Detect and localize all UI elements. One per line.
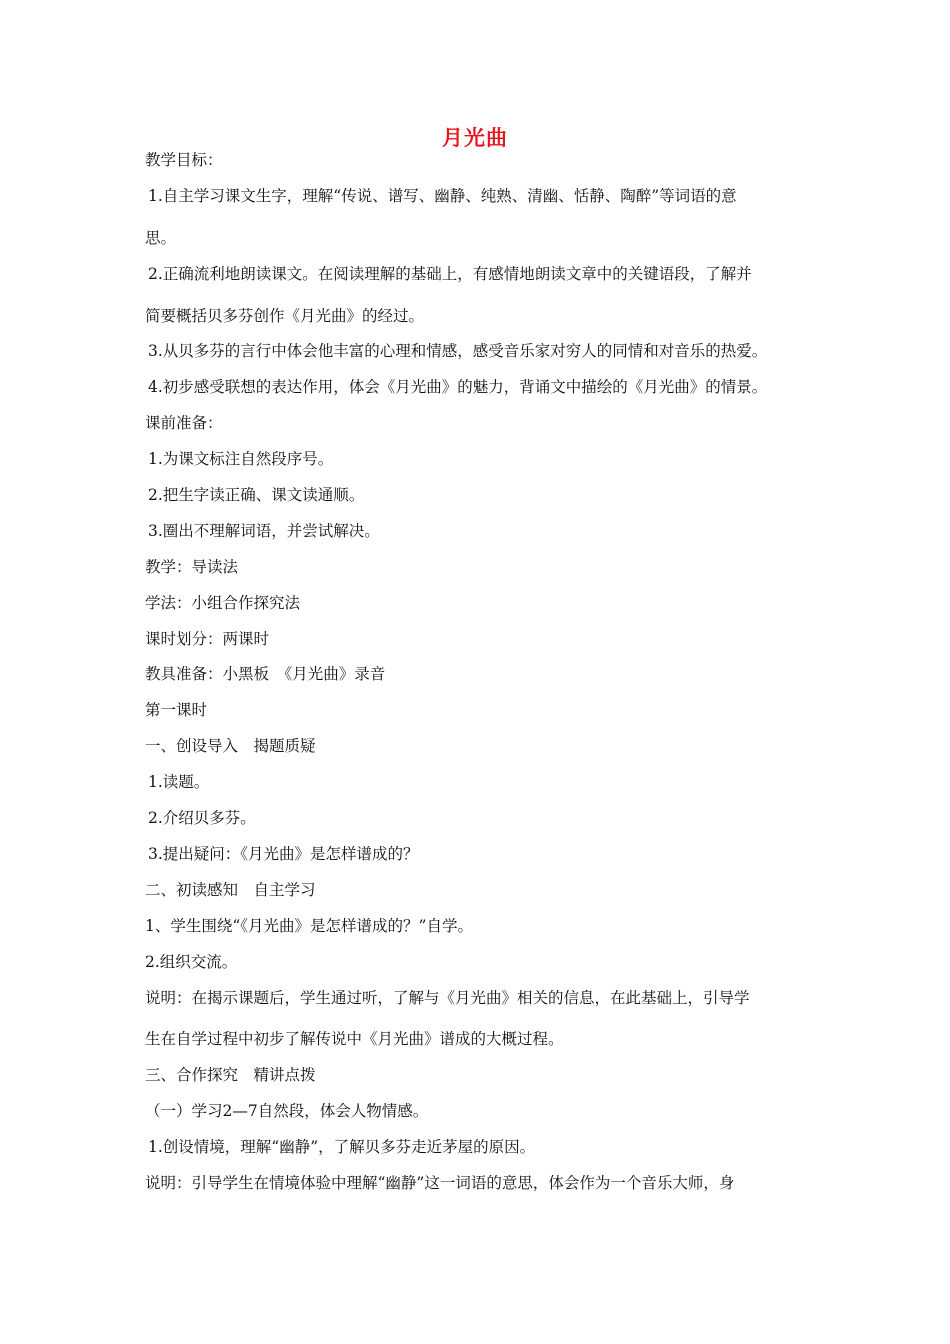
paragraph-line: 2.把生字读正确、课文读通顺。 (148, 486, 365, 504)
paragraph-line: 3.从贝多芬的言行中体会他丰富的心理和情感，感受音乐家对穷人的同情和对音乐的热爱。 (148, 342, 768, 360)
paragraph-line: 1.为课文标注自然段序号。 (148, 450, 334, 468)
paragraph-line: 教具准备：小黑板 《月光曲》录音 (145, 665, 386, 683)
document-title: 月光曲 (442, 125, 508, 150)
paragraph-line: 思。 (145, 229, 177, 247)
paragraph-line: 4.初步感受联想的表达作用，体会《月光曲》的魅力，背诵文中描绘的《月光曲》的情景。 (148, 378, 768, 396)
paragraph-line: （一）学习2—7自然段，体会人物情感。 (145, 1102, 429, 1120)
section-heading: 三、合作探究 精讲点拨 (145, 1066, 316, 1084)
paragraph-line: 1.创设情境，理解“幽静”，了解贝多芬走近茅屋的原因。 (148, 1138, 536, 1156)
paragraph-line: 3.圈出不理解词语，并尝试解决。 (148, 522, 380, 540)
paragraph-line: 2.正确流利地朗读课文。在阅读理解的基础上，有感情地朗读文章中的关键语段，了解并 (148, 265, 752, 283)
paragraph-line: 1、学生围绕“《月光曲》是怎样谱成的？”自学。 (145, 917, 473, 935)
paragraph-line: 2.介绍贝多芬。 (148, 809, 256, 827)
section-heading: 一、创设导入 揭题质疑 (145, 737, 316, 755)
paragraph-line: 2.组织交流。 (145, 953, 238, 971)
paragraph-line: 课时划分：两课时 (145, 630, 270, 648)
paragraph-line: 教学：导读法 (145, 558, 239, 576)
section-heading-preparation: 课前准备： (145, 414, 223, 432)
paragraph-line: 说明：引导学生在情境体验中理解“幽静”这一词语的意思，体会作为一个音乐大师，身 (145, 1174, 735, 1192)
paragraph-line: 生在自学过程中初步了解传说中《月光曲》谱成的大概过程。 (145, 1030, 564, 1048)
paragraph-line: 说明：在揭示课题后，学生通过听，了解与《月光曲》相关的信息，在此基础上，引导学 (145, 989, 750, 1007)
section-heading-lesson-one: 第一课时 (145, 701, 208, 719)
paragraph-line: 1.自主学习课文生字，理解“传说、谱写、幽静、纯熟、清幽、恬静、陶醉”等词语的意 (148, 187, 737, 205)
section-heading-objectives: 教学目标： (145, 151, 223, 169)
paragraph-line: 3.提出疑问：《月光曲》是怎样谱成的？ (148, 845, 419, 863)
section-heading: 二、初读感知 自主学习 (145, 881, 316, 899)
paragraph-line: 简要概括贝多芬创作《月光曲》的经过。 (145, 307, 425, 325)
paragraph-line: 1.读题。 (148, 773, 210, 791)
paragraph-line: 学法：小组合作探究法 (145, 594, 301, 612)
